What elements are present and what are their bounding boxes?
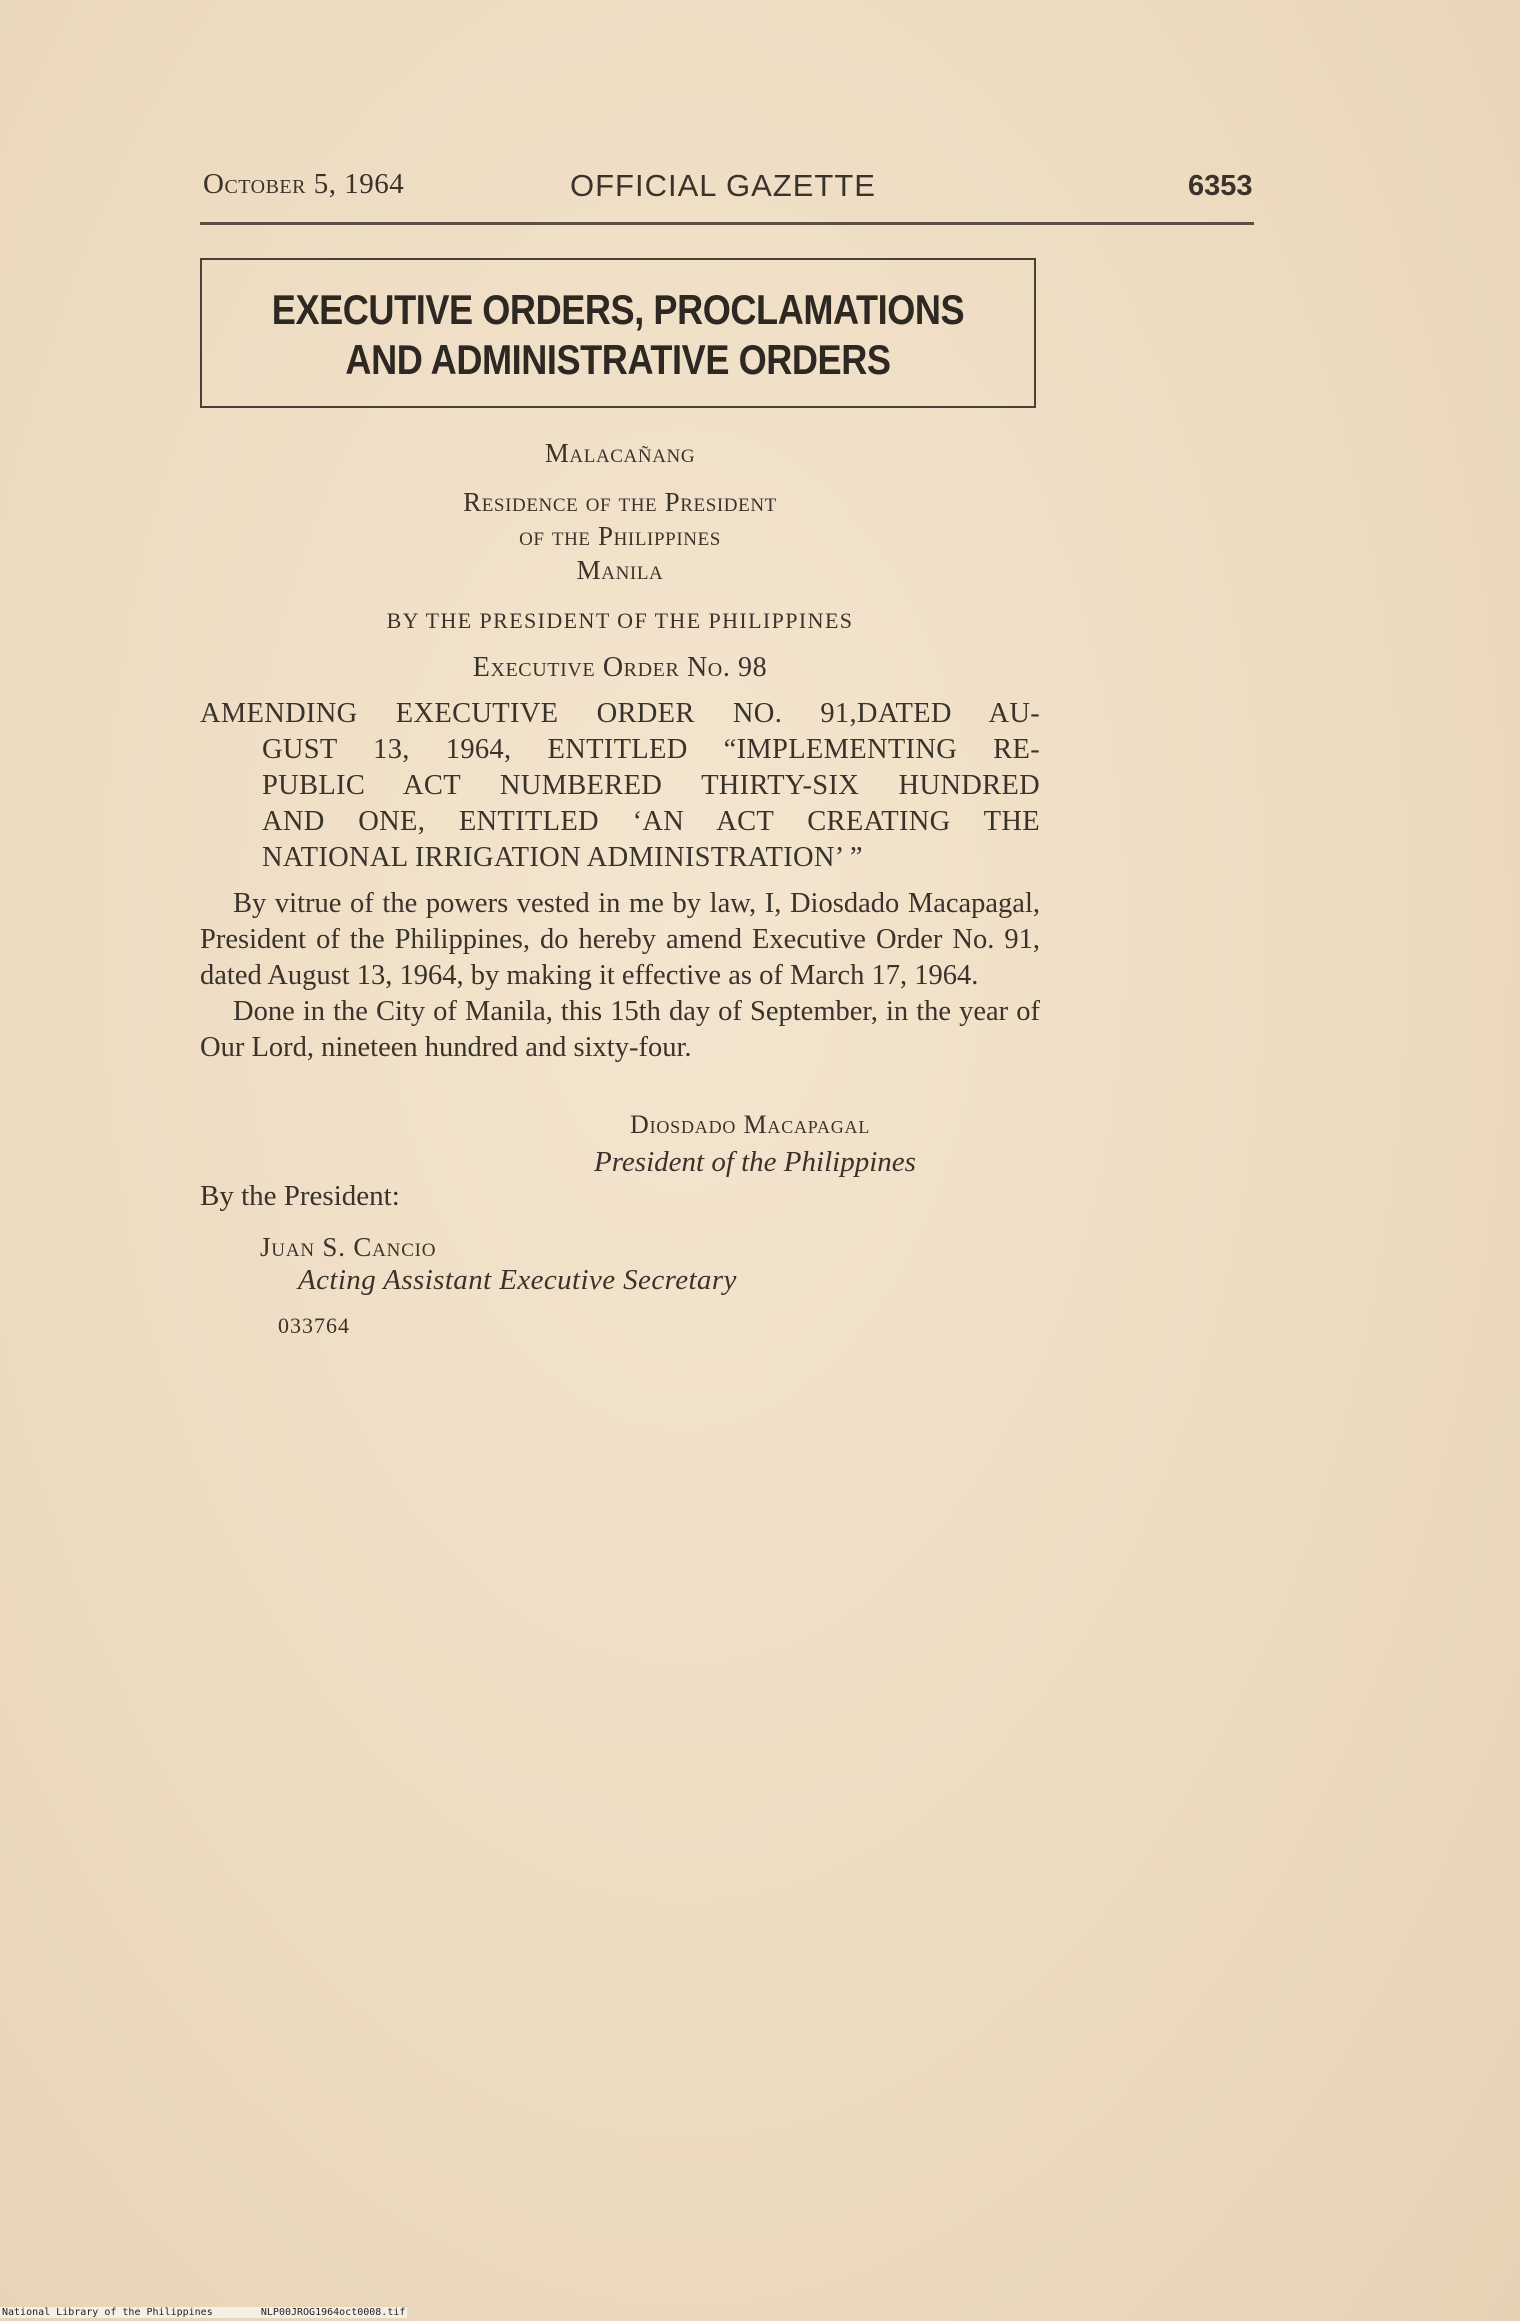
order-number: Executive Order No. 98: [472, 652, 768, 683]
issuer-residence-line2: of the Philippines: [519, 521, 721, 551]
by-the-president: By the President:: [200, 1180, 400, 1212]
issuer-city: Manila: [576, 555, 664, 585]
header-publication: OFFICIAL GAZETTE: [570, 168, 876, 203]
order-body: [200, 886, 1040, 1066]
attesting-title: Acting Assistant Executive Secretary: [298, 1264, 737, 1296]
section-title-line1: EXECUTIVE ORDERS, PROCLAMATIONS: [271, 286, 965, 333]
document-code: 033764: [278, 1313, 350, 1338]
header-date: October 5, 1964: [203, 168, 405, 200]
footer-source: National Library of the Philippines: [2, 2307, 213, 2318]
footer-file: NLP00JROG1964oct0008.tif: [260, 2307, 406, 2318]
section-title-box: [200, 258, 1036, 408]
issuer-residence-line1: Residence of the President: [463, 487, 777, 517]
attesting-name: Juan S. Cancio: [260, 1232, 437, 1262]
order-title-line: AMENDING EXECUTIVE ORDER NO. 91,DATED AU-: [200, 698, 1040, 729]
body-paragraph-1: By vitrue of the powers vested in me by law, I, Diosdado Macapagal, President of the Philippines, do hereby amend Executive Order No. 91, dated August 13, 1964, by making it effective as of March 17, 1964.: [200, 888, 1040, 991]
order-title-line: AND ONE, ENTITLED ‘AN ACT CREATING THE: [262, 806, 1040, 837]
order-title: [200, 696, 1040, 876]
header-page-number: 6353: [1188, 170, 1253, 202]
signatory-title: President of the Philippines: [594, 1146, 916, 1178]
issuer-by-line: BY THE PRESIDENT OF THE PHILIPPINES: [386, 608, 854, 633]
scan-footer: [0, 2307, 407, 2318]
body-paragraph-2: Done in the City of Manila, this 15th day of September, in the year of Our Lord, nineteen hundred and sixty-four.: [200, 996, 1040, 1063]
issuer-place: Malacañang: [544, 438, 696, 468]
order-title-line: NATIONAL IRRIGATION ADMINISTRATION’ ”: [262, 842, 863, 873]
header-rule: [200, 222, 1254, 225]
order-title-line: GUST 13, 1964, ENTITLED “IMPLEMENTING RE-: [262, 734, 1040, 765]
section-title-line2: AND ADMINISTRATIVE ORDERS: [345, 336, 891, 383]
signatory-name: Diosdado Macapagal: [630, 1110, 871, 1139]
order-title-line: PUBLIC ACT NUMBERED THIRTY-SIX HUNDRED: [262, 770, 1040, 801]
